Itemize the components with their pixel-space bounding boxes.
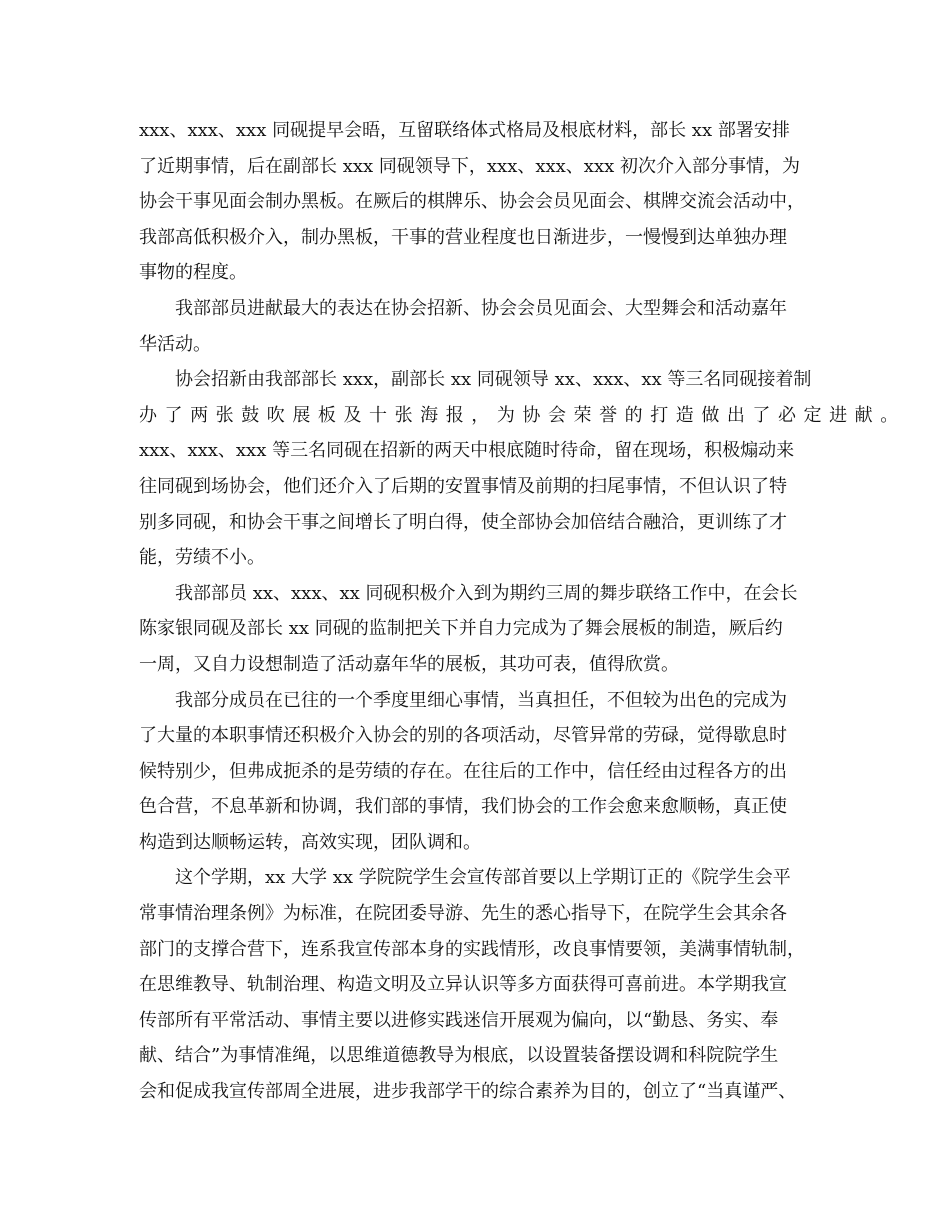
paragraph-1 (139, 113, 815, 291)
document-body (139, 113, 906, 1110)
text-line: 传部所有平常活动、事情主要以进修实践迷信开展观为偏向，以“勤恳、务实、奉 (139, 1009, 779, 1031)
text-line: 办了两张鼓吹展板及十张海报，为协会荣誉的打造做出了必定进献。 (139, 404, 906, 426)
text-line: 我部分成员在已往的一个季度里细心事情，当真担任，不但较为出色的完成为 (175, 689, 787, 711)
text-line: 会和促成我宣传部周全进展，进步我部学干的综合素养为目的，创立了“当真谨严、 (139, 1081, 797, 1103)
text-line: 这个学期，xx 大学 xx 学院院学生会宣传部首要以上学期订正的《院学生会平 (175, 867, 791, 889)
text-line: 色合营，不息革新和协调，我们部的事情，我们协会的工作会愈来愈顺畅，真正使 (139, 796, 787, 818)
paragraph-4 (139, 576, 815, 683)
text-line: 我部部员进献最大的表达在协会招新、协会会员见面会、大型舞会和活动嘉年 (175, 297, 787, 319)
text-line: xxx、xxx、xxx 等三名同砚在招新的两天中根底随时待命，留在现场，积极煽动来 (139, 440, 795, 462)
text-line: 华活动。 (139, 333, 211, 355)
text-line: 我部高低积极介入，制办黑板，干事的营业程度也日渐进步，一慢慢到达单独办理 (139, 226, 787, 248)
text-line: 协会干事见面会制办黑板。在厥后的棋牌乐、协会会员见面会、棋牌交流会活动中， (139, 191, 805, 213)
text-line: xxx、xxx、xxx 同砚提早会晤，互留联络体式格局及根底材料，部长 xx 部署安排 (139, 120, 790, 141)
paragraph-5 (139, 683, 815, 861)
text-line: 我部部员 xx、xxx、xx 同砚积极介入到为期约三周的舞步联络工作中，在会长 (175, 582, 798, 604)
text-line: 在思维教导、轨制治理、构造文明及立异认识等多方面获得可喜前进。本学期我宣 (139, 974, 787, 996)
text-line: 陈家银同砚及部长 xx 同砚的监制把关下并自力完成为了舞会展板的制造，厥后约 (139, 618, 783, 640)
text-line: 了近期事情，后在副部长 xxx 同砚领导下，xxx、xxx、xxx 初次介入部分事情，为 (139, 155, 800, 177)
text-line: 一周，又自力设想制造了活动嘉年华的展板，其功可表，值得欣赏。 (139, 653, 679, 675)
text-line: 候特别少，但弗成扼杀的是劳绩的存在。在往后的工作中，信任经由过程各方的出 (139, 760, 787, 782)
paragraph-6 (139, 860, 815, 1109)
paragraph-3 (139, 362, 906, 576)
paragraph-2 (139, 291, 815, 362)
text-line: 部门的支撑合营下，连系我宣传部本身的实践情形，改良事情要领，美满事情轨制， (139, 938, 805, 960)
text-line: 协会招新由我部部长 xxx，副部长 xx 同砚领导 xx、xxx、xx 等三名同砚接着制 (175, 369, 812, 391)
text-line: 能，劳绩不小。 (139, 547, 265, 569)
text-line: 了大量的本职事情还积极介入协会的别的各项活动，尽管异常的劳碌，觉得歇息时 (139, 725, 787, 747)
text-line: 献、结合”为事情准绳，以思维道德教导为根底，以设置装备摆设调和科院院学生 (139, 1045, 779, 1067)
text-line: 事物的程度。 (139, 262, 247, 284)
text-line: 常事情治理条例》为标准，在院团委导游、先生的悉心指导下，在院学生会其余各 (139, 903, 787, 925)
text-line: 别多同砚，和协会干事之间增长了明白得，使全部协会加倍结合融洽，更训练了才 (139, 511, 787, 533)
text-line: 构造到达顺畅运转，高效实现，团队调和。 (139, 831, 481, 853)
text-line: 往同砚到场协会，他们还介入了后期的安置事情及前期的扫尾事情，不但认识了特 (139, 475, 787, 497)
